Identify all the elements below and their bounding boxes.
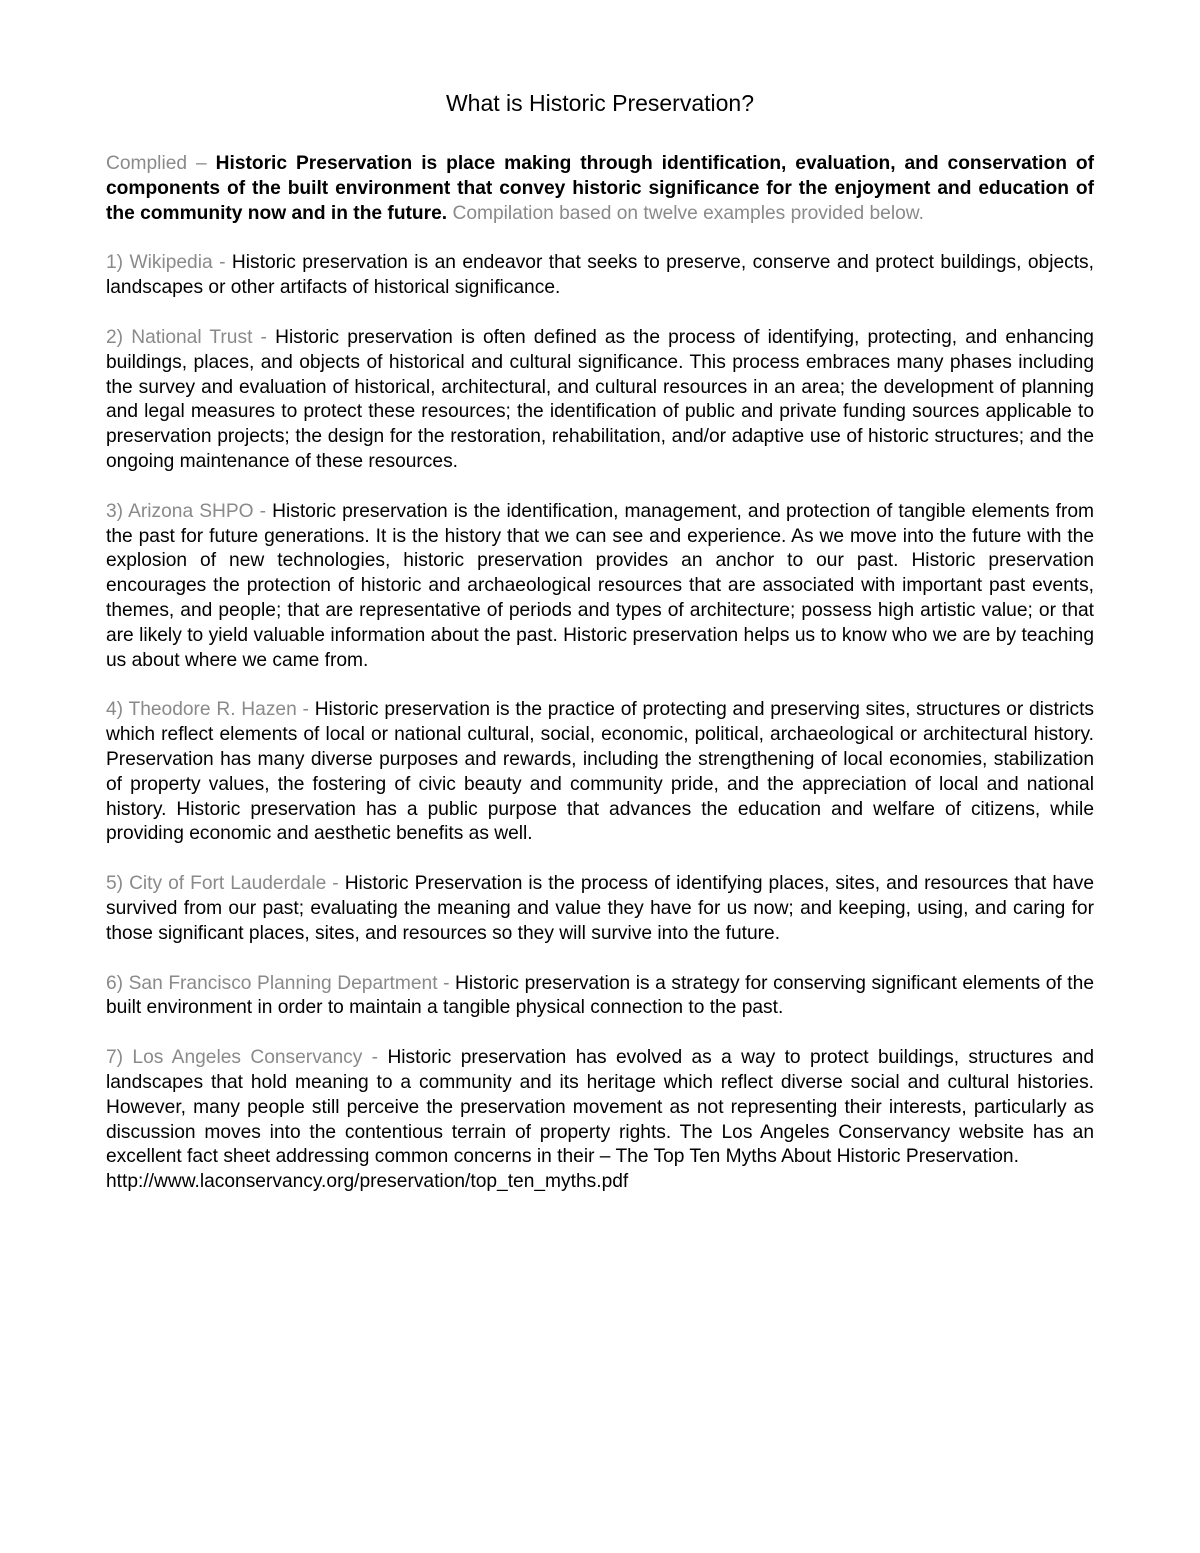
entry-source: 2) National Trust -	[106, 326, 267, 348]
document-page	[106, 88, 1094, 1220]
intro-paragraph	[106, 152, 1094, 226]
entry-source: 5) City of Fort Lauderdale -	[106, 873, 339, 895]
entry-text: Historic preservation has evolved as a way to protect buildings, structures and landscapes that hold meaning to a community and its heritage which reflect diverse social and cultural histories. However, many people still perceive the preservation movement as not representing their interests, particularly as discussion moves into the contentious terrain of property rights. The Los Angeles Conservancy website has an excellent fact sheet addressing common concerns in their – The Top Ten Myths About Historic Preservation.	[106, 1047, 1095, 1168]
entry-arizona-shpo	[106, 500, 1094, 674]
intro-label: Complied –	[106, 153, 207, 174]
entry-text: Historic preservation is often defined as the process of identifying, protecting, and enhancing buildings, places, and objects of historical and cultural significance. This process embraces many phases including the survey and evaluation of historical, architectural, and cultural resources in an area; the development of planning and legal measures to protect these resources; the identification of public and private funding sources applicable to preservation projects; the design for the restoration, rehabilitation, and/or adaptive use of historic structures; and the ongoing maintenance of these resources.	[106, 326, 1094, 472]
intro-definition: Historic Preservation is place making through identification, evaluation, and conservation of components of the built environment that convey historic significance for the enjoyment and education of the community now and in the future.	[106, 153, 1094, 224]
entry-theodore-hazen	[106, 698, 1094, 847]
entry-text: Historic Preservation is the process of identifying places, sites, and resources that have survived from our past; evaluating the meaning and value they have for us now; and keeping, using, and caring for those significant places, sites, and resources so they will survive into the future.	[106, 873, 1094, 944]
entry-fort-lauderdale	[106, 872, 1094, 946]
entry-text: Historic preservation is the identification, management, and protection of tangible elements from the past for future generations. It is the history that we can see and experience. As we move into the future with the explosion of new technologies, historic preservation provides an anchor to our past. Historic preservation encourages the protection of historic and archaeological resources that are associated with important past events, themes, and people; that are representative of periods and types of architecture; possess high artistic value; or that are likely to yield valuable information about the past. Historic preservation helps us to know who we are by teaching us about where we came from.	[106, 500, 1094, 671]
entry-source: 1) Wikipedia -	[106, 252, 226, 274]
entry-national-trust	[106, 326, 1094, 475]
la-conservancy-link[interactable]: http://www.laconservancy.org/preservation/top_ten_myths.pdf	[106, 1171, 629, 1193]
entry-text: Historic preservation is a strategy for conserving significant elements of the built environment in order to maintain a tangible physical connection to the past.	[106, 972, 1094, 1019]
entry-source: 6) San Francisco Planning Department -	[106, 972, 450, 994]
entry-source: 3) Arizona SHPO -	[106, 500, 267, 522]
entry-source: 4) Theodore R. Hazen -	[106, 699, 309, 721]
entry-wikipedia	[106, 251, 1094, 301]
page-title: What is Historic Preservation?	[445, 90, 755, 116]
entry-sf-planning	[106, 972, 1094, 1022]
entry-text: Historic preservation is the practice of protecting and preserving sites, structures or districts which reflect elements of local or national cultural, social, economic, political, archaeological or architectural history. Preservation has many diverse purposes and rewards, including the strengthening of local economies, stabilization of property values, the fostering of civic beauty and community pride, and the appreciation of local and national history. Historic preservation has a public purpose that advances the education and welfare of citizens, while providing economic and aesthetic benefits as well.	[106, 699, 1094, 845]
entry-la-conservancy	[106, 1046, 1094, 1195]
intro-note: Compilation based on twelve examples provided below.	[452, 202, 924, 224]
entry-source: 7) Los Angeles Conservancy -	[106, 1047, 379, 1069]
entry-text: Historic preservation is an endeavor that seeks to preserve, conserve and protect buildings, objects, landscapes or other artifacts of historical significance.	[106, 252, 1094, 299]
